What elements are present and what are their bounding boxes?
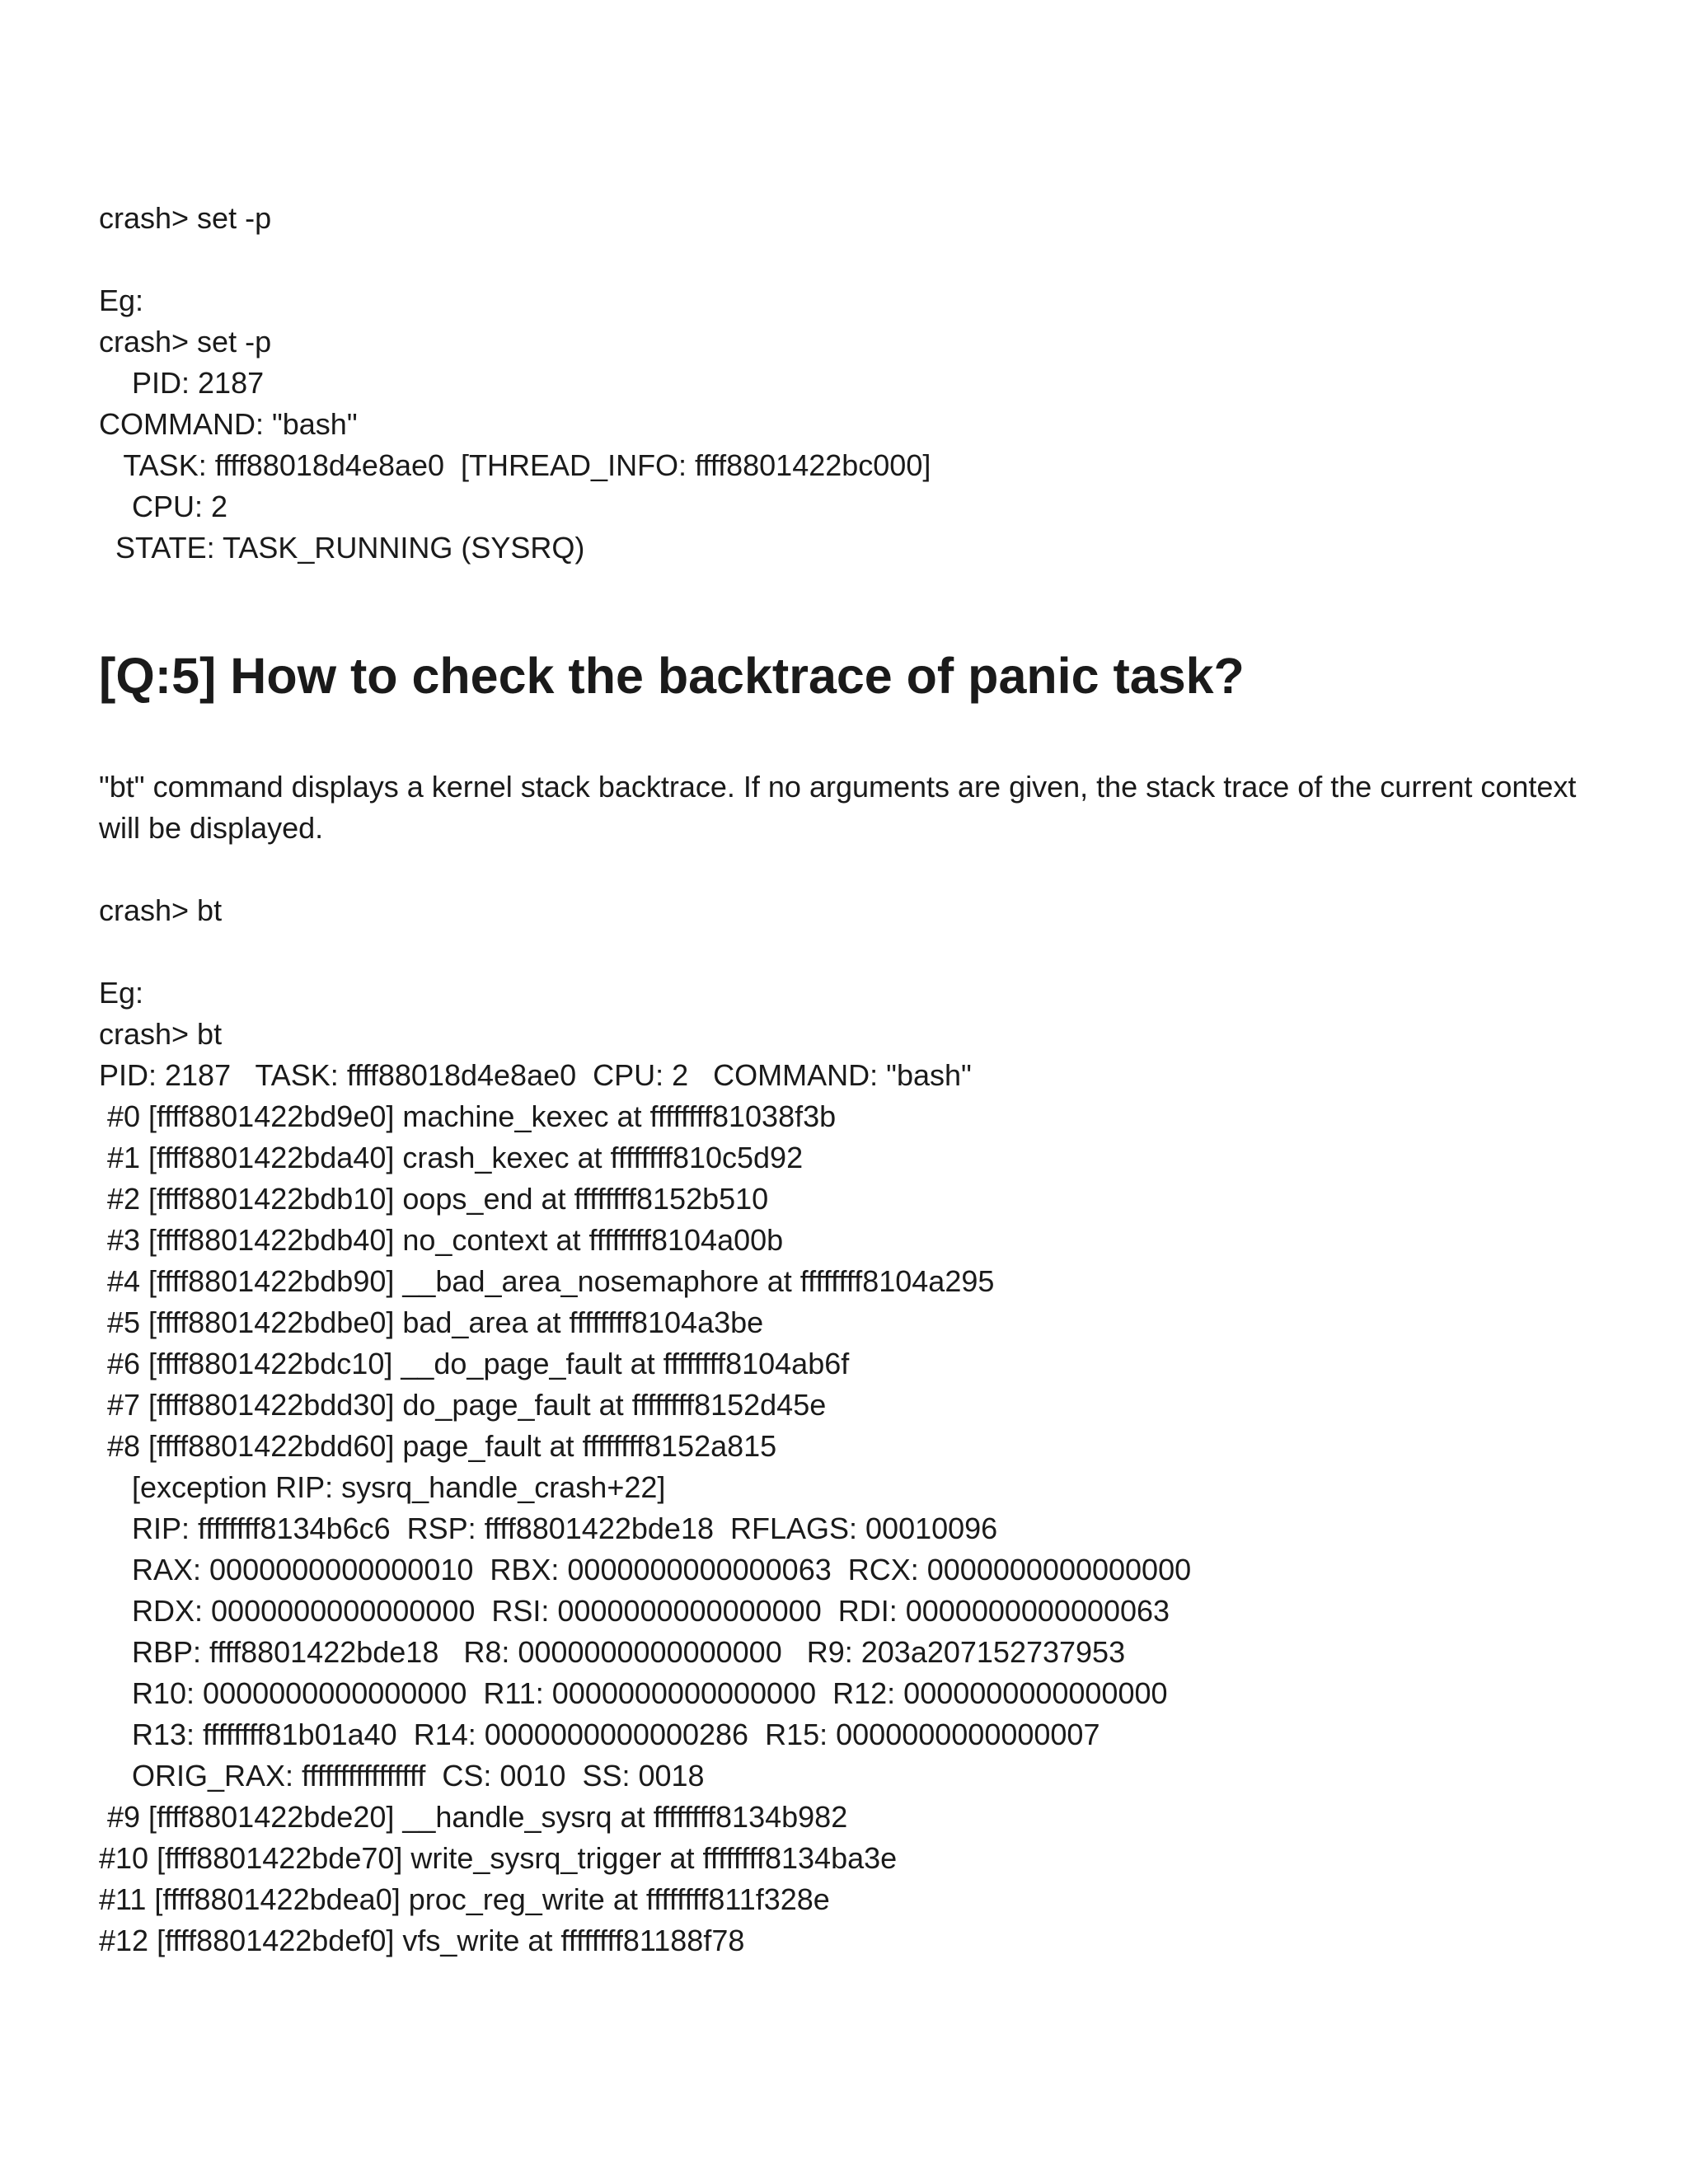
bt-output-line: RAX: 0000000000000010 RBX: 0000000000000063 RCX: 0000000000000000: [99, 1553, 1192, 1586]
bt-output-line: RBP: ffff8801422bde18 R8: 0000000000000000 R9: 203a207152737953: [99, 1635, 1126, 1669]
bt-output-line: PID: 2187 TASK: ffff88018d4e8ae0 CPU: 2 COMMAND: "bash": [99, 1058, 972, 1092]
bt-output-line: crash> bt: [99, 1017, 223, 1051]
bt-output-line: #7 [ffff8801422bdd30] do_page_fault at ffffffff8152d45e: [99, 1388, 827, 1422]
bt-output-line: crash> bt: [99, 893, 223, 927]
bt-output-line: [exception RIP: sysrq_handle_crash+22]: [99, 1470, 666, 1504]
bt-output-line: #6 [ffff8801422bdc10] __do_page_fault at ffffffff8104ab6f: [99, 1347, 850, 1380]
bt-output-line: RDX: 0000000000000000 RSI: 0000000000000000 RDI: 0000000000000063: [99, 1594, 1170, 1628]
bt-output-line: Eg:: [99, 976, 144, 1010]
set-p-output-line: COMMAND: "bash": [99, 407, 358, 441]
set-p-output-line: STATE: TASK_RUNNING (SYSRQ): [99, 531, 585, 565]
set-p-output-line: crash> set -p: [99, 325, 272, 359]
set-p-output-line: Eg:: [99, 284, 144, 317]
blank-line: [99, 931, 1591, 972]
bt-output-line: #10 [ffff8801422bde70] write_sysrq_trigger at ffffffff8134ba3e: [99, 1841, 898, 1875]
bt-output-line: #8 [ffff8801422bdd60] page_fault at ffffffff8152a815: [99, 1429, 777, 1463]
set-p-output-line: crash> set -p: [99, 201, 272, 235]
bt-output-line: #0 [ffff8801422bd9e0] machine_kexec at ffffffff81038f3b: [99, 1099, 837, 1133]
set-p-output-line: PID: 2187: [99, 366, 265, 400]
set-p-output-line: CPU: 2: [99, 490, 228, 523]
bt-output-line: R10: 0000000000000000 R11: 0000000000000000 R12: 0000000000000000: [99, 1676, 1168, 1710]
bt-output-line: #12 [ffff8801422bdef0] vfs_write at ffffffff81188f78: [99, 1924, 745, 1957]
set-p-output-line: TASK: ffff88018d4e8ae0 [THREAD_INFO: ffff8801422bc000]: [99, 448, 931, 482]
set-p-command-block: [99, 198, 1591, 569]
document-page: [99, 198, 1591, 1961]
bt-output-line: #4 [ffff8801422bdb90] __bad_area_nosemaphore at ffffffff8104a295: [99, 1264, 995, 1298]
bt-output-line: #11 [ffff8801422bdea0] proc_reg_write at ffffffff811f328e: [99, 1882, 830, 1916]
bt-output-line: #3 [ffff8801422bdb40] no_context at ffffffff8104a00b: [99, 1223, 784, 1257]
bt-output-line: R13: ffffffff81b01a40 R14: 0000000000000286 R15: 0000000000000007: [99, 1718, 1100, 1751]
bt-output-line: #9 [ffff8801422bde20] __handle_sysrq at ffffffff8134b982: [99, 1800, 848, 1834]
bt-output-line: #1 [ffff8801422bda40] crash_kexec at ffffffff810c5d92: [99, 1141, 804, 1174]
bt-description-paragraph: "bt" command displays a kernel stack backtrace. If no arguments are given, the stack trace of the current context will be displayed.: [99, 770, 1577, 845]
bt-output-line: #5 [ffff8801422bdbe0] bad_area at ffffffff8104a3be: [99, 1305, 764, 1339]
bt-command-block: [99, 890, 1591, 1961]
bt-output-line: #2 [ffff8801422bdb10] oops_end at ffffffff8152b510: [99, 1182, 769, 1216]
bt-output-line: RIP: ffffffff8134b6c6 RSP: ffff8801422bde18 RFLAGS: 00010096: [99, 1511, 998, 1545]
bt-output-line: ORIG_RAX: ffffffffffffffff CS: 0010 SS: 0018: [99, 1759, 705, 1793]
section-heading: [Q:5] How to check the backtrace of panic task?: [99, 648, 1245, 704]
blank-line: [99, 239, 1591, 280]
